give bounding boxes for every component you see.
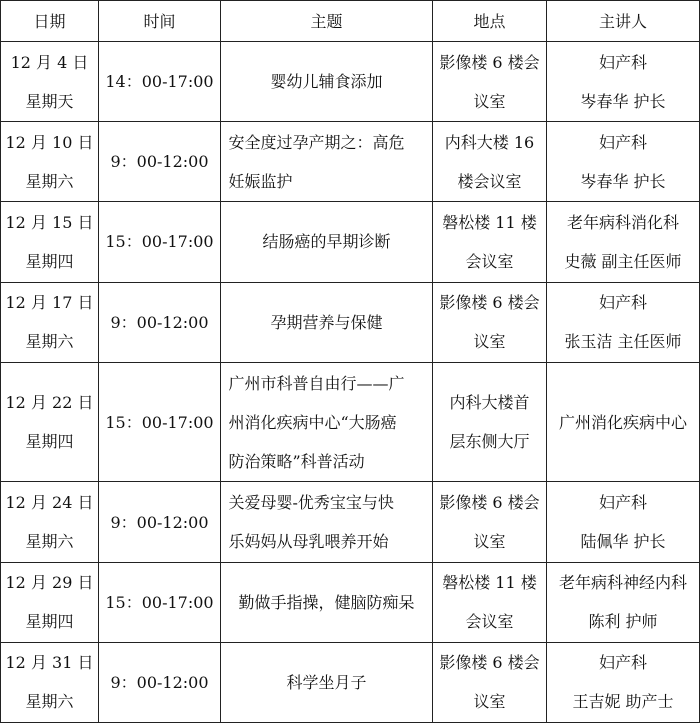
table-row [1,362,700,482]
speaker-cell-content [551,43,695,121]
topic-cell-line: 妊娠监护 [228,171,293,191]
topic-cell [221,642,433,722]
date-cell [1,642,99,722]
topic-cell [221,362,433,482]
place-cell-content [437,43,542,121]
speaker-cell [547,362,700,482]
date-cell-line: 星期六 [25,332,74,352]
speaker-cell [547,562,700,642]
table-row [1,562,700,642]
place-cell-line: 楼会议室 [457,171,522,191]
place-cell [433,482,547,562]
topic-cell-line: 广州市科普自由行——广 [228,373,405,393]
speaker-cell-content [551,283,695,361]
time-cell [99,282,221,362]
speaker-cell-content [551,403,695,442]
speaker-cell-line: 陈利 护师 [588,612,658,632]
time-cell-line: 9：00-12:00 [110,152,209,172]
speaker-cell-content [551,483,695,561]
speaker-cell [547,202,700,282]
table-row [1,122,700,202]
speaker-cell [547,482,700,562]
speaker-cell-line: 妇产科 [598,52,647,72]
topic-cell-content [225,303,428,342]
place-cell-line: 层东侧大厅 [449,432,530,452]
time-cell-content [103,142,216,181]
header-topic: 主题 [221,1,433,42]
date-cell-line: 12 月 31 日 [5,653,94,673]
place-cell-line: 议室 [473,532,506,552]
place-cell [433,42,547,122]
date-cell [1,482,99,562]
date-cell [1,282,99,362]
date-cell-content [5,123,94,201]
topic-cell-line: 科学坐月子 [286,672,367,692]
place-cell-line: 议室 [473,91,506,111]
speaker-cell-line: 广州消化疾病中心 [558,412,687,432]
time-cell-content [103,583,216,622]
speaker-cell-line: 陆佩华 护长 [580,532,666,552]
speaker-cell-line: 老年病科消化科 [566,212,679,232]
topic-cell-content [229,123,425,201]
date-cell [1,362,99,482]
time-cell [99,362,221,482]
table-row [1,42,700,122]
topic-cell-line: 孕期营养与保健 [270,312,383,332]
place-cell [433,562,547,642]
table-row [1,282,700,362]
place-cell-line: 影像楼 6 楼会 [439,493,540,513]
time-cell [99,642,221,722]
topic-cell [221,202,433,282]
place-cell-line: 议室 [473,692,506,712]
topic-cell [221,42,433,122]
speaker-cell [547,42,700,122]
speaker-cell-line: 张玉洁 主任医师 [564,332,682,352]
time-cell-line: 9：00-12:00 [110,512,209,532]
topic-cell-line: 结肠癌的早期诊断 [262,232,391,252]
date-cell-line: 星期天 [25,91,74,111]
date-cell-content [5,43,94,121]
date-cell-line: 12 月 29 日 [5,573,94,593]
speaker-cell-line: 王吉妮 助产士 [572,692,674,712]
date-cell-content [5,563,94,641]
place-cell [433,282,547,362]
speaker-cell-line: 老年病科神经内科 [558,573,687,593]
place-cell-content [437,483,542,561]
topic-cell-line: 州消化疾病中心“大肠癌 [228,412,397,432]
time-cell-content [103,303,216,342]
date-cell-line: 12 月 10 日 [5,132,94,152]
speaker-cell-line: 妇产科 [598,653,647,673]
date-cell-content [5,203,94,281]
table-row [1,482,700,562]
place-cell-line: 会议室 [465,251,514,271]
time-cell-line: 15：00-17:00 [105,412,214,432]
place-cell [433,362,547,482]
topic-cell [221,482,433,562]
time-cell [99,202,221,282]
table-row [1,642,700,722]
date-cell-line: 星期六 [25,692,74,712]
speaker-cell-line: 岑春华 护长 [580,91,666,111]
time-cell-content [103,503,216,542]
place-cell-line: 磐松楼 11 楼 [442,212,537,232]
topic-cell-content [225,583,428,622]
time-cell-line: 9：00-12:00 [110,312,209,332]
date-cell [1,122,99,202]
speaker-cell-content [551,643,695,721]
date-cell-line: 12 月 24 日 [5,493,94,513]
place-cell-content [437,643,542,721]
speaker-cell-line: 史薇 副主任医师 [564,251,682,271]
topic-cell-line: 婴幼儿辅食添加 [270,72,383,92]
place-cell [433,122,547,202]
time-cell [99,122,221,202]
header-place: 地点 [433,1,547,42]
time-cell [99,42,221,122]
date-cell-line: 12 月 4 日 [10,52,89,72]
date-cell-line: 星期四 [25,612,74,632]
header-speaker: 主讲人 [547,1,700,42]
topic-cell-line: 关爱母婴-优秀宝宝与快 [228,493,394,513]
date-cell-content [5,283,94,361]
speaker-cell [547,122,700,202]
time-cell-content [103,663,216,702]
topic-cell-line: 勤做手指操，健脑防痴呆 [238,592,415,612]
date-cell-content [5,483,94,561]
place-cell-line: 影像楼 6 楼会 [439,293,540,313]
place-cell-line: 影像楼 6 楼会 [439,52,540,72]
header-row [1,1,700,42]
time-cell-content [103,403,216,442]
topic-cell-line: 防治策略”科普活动 [228,451,365,471]
date-cell-line: 12 月 22 日 [5,393,94,413]
speaker-cell-content [551,563,695,641]
place-cell [433,642,547,722]
date-cell-content [5,643,94,721]
place-cell-line: 影像楼 6 楼会 [439,653,540,673]
header-time: 时间 [99,1,221,42]
topic-cell-line: 安全度过孕产期之：高危 [228,132,405,152]
topic-cell-content [229,483,425,561]
topic-cell-line: 乐妈妈从母乳喂养开始 [228,532,389,552]
time-cell-line: 9：00-12:00 [110,672,209,692]
place-cell-line: 磐松楼 11 楼 [442,573,537,593]
place-cell [433,202,547,282]
time-cell [99,562,221,642]
date-cell-line: 星期四 [25,251,74,271]
place-cell-line: 会议室 [465,612,514,632]
place-cell-content [437,283,542,361]
place-cell-line: 内科大楼首 [449,393,530,413]
speaker-cell-line: 妇产科 [598,293,647,313]
topic-cell [221,562,433,642]
time-cell-content [103,62,216,101]
place-cell-content [437,203,542,281]
topic-cell-content [225,62,428,101]
place-cell-line: 议室 [473,332,506,352]
speaker-cell-line: 岑春华 护长 [580,171,666,191]
topic-cell [221,282,433,362]
header-date: 日期 [1,1,99,42]
time-cell-content [103,222,216,261]
table-row [1,202,700,282]
speaker-cell-content [551,123,695,201]
place-cell-line: 内科大楼 16 [444,132,535,152]
date-cell [1,562,99,642]
topic-cell-content [229,364,425,481]
date-cell-line: 星期六 [25,532,74,552]
speaker-cell [547,642,700,722]
time-cell-line: 14：00-17:00 [105,72,214,92]
date-cell-line: 星期六 [25,171,74,191]
speaker-cell-line: 妇产科 [598,493,647,513]
date-cell-line: 12 月 15 日 [5,212,94,232]
time-cell-line: 15：00-17:00 [105,592,214,612]
place-cell-content [437,123,542,201]
date-cell-line: 星期四 [25,432,74,452]
time-cell [99,482,221,562]
date-cell-line: 12 月 17 日 [5,293,94,313]
speaker-cell-content [551,203,695,281]
speaker-cell-line: 妇产科 [598,132,647,152]
topic-cell-content [225,663,428,702]
date-cell-content [5,383,94,461]
place-cell-content [437,383,542,461]
place-cell-content [437,563,542,641]
topic-cell-content [225,222,428,261]
date-cell [1,202,99,282]
speaker-cell [547,282,700,362]
topic-cell [221,122,433,202]
time-cell-line: 15：00-17:00 [105,232,214,252]
date-cell [1,42,99,122]
